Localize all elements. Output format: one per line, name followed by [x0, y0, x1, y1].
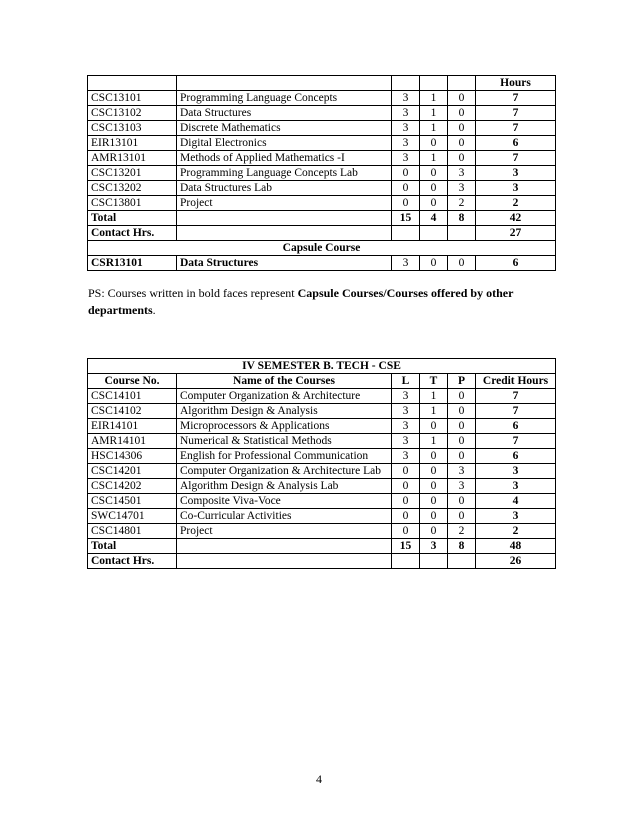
tutorial-hours: 1 — [420, 404, 448, 419]
hours-header: Hours — [476, 76, 556, 91]
course-name: Composite Viva-Voce — [177, 494, 392, 509]
total-label: Total — [88, 211, 177, 226]
table-row — [88, 181, 556, 196]
tutorial-hours: 1 — [420, 151, 448, 166]
credit-hours: 4 — [476, 494, 556, 509]
practical-hours: 3 — [448, 479, 476, 494]
empty-cell — [177, 554, 392, 569]
table-row — [88, 524, 556, 539]
contact-hours-row — [88, 226, 556, 241]
t-header: T — [420, 374, 448, 389]
course-name: Project — [177, 196, 392, 211]
lecture-hours: 3 — [392, 449, 420, 464]
course-name: Data Structures — [177, 256, 392, 271]
table-row — [88, 449, 556, 464]
total-l: 15 — [392, 539, 420, 554]
table-row — [88, 404, 556, 419]
header-row — [88, 374, 556, 389]
empty-cell — [177, 226, 392, 241]
empty-header — [177, 76, 392, 91]
lecture-hours: 0 — [392, 464, 420, 479]
lecture-hours: 0 — [392, 479, 420, 494]
table-row — [88, 196, 556, 211]
note-suffix: . — [152, 303, 156, 317]
course-name-header: Name of the Courses — [177, 374, 392, 389]
table-row — [88, 256, 556, 271]
table-row — [88, 434, 556, 449]
empty-header — [88, 76, 177, 91]
credit-hours: 6 — [476, 449, 556, 464]
contact-credit: 27 — [476, 226, 556, 241]
tutorial-hours: 0 — [420, 509, 448, 524]
credit-hours: 3 — [476, 479, 556, 494]
course-code: AMR14101 — [88, 434, 177, 449]
credit-hours: 3 — [476, 464, 556, 479]
tutorial-hours: 1 — [420, 389, 448, 404]
lecture-hours: 3 — [392, 136, 420, 151]
course-code: EIR13101 — [88, 136, 177, 151]
practical-hours: 0 — [448, 434, 476, 449]
total-t: 3 — [420, 539, 448, 554]
course-name: Programming Language Concepts — [177, 91, 392, 106]
course-name: Algorithm Design & Analysis Lab — [177, 479, 392, 494]
total-label: Total — [88, 539, 177, 554]
table-row — [88, 91, 556, 106]
course-name: Data Structures — [177, 106, 392, 121]
course-name: Microprocessors & Applications — [177, 419, 392, 434]
course-code: SWC14701 — [88, 509, 177, 524]
table-row — [88, 509, 556, 524]
table-row — [88, 389, 556, 404]
lecture-hours: 3 — [392, 419, 420, 434]
empty-cell — [392, 554, 420, 569]
tutorial-hours: 0 — [420, 181, 448, 196]
empty-cell — [420, 554, 448, 569]
course-code: CSC14202 — [88, 479, 177, 494]
practical-hours: 0 — [448, 151, 476, 166]
course-no-header: Course No. — [88, 374, 177, 389]
practical-hours: 0 — [448, 136, 476, 151]
table-row — [88, 464, 556, 479]
credit-hours: 7 — [476, 389, 556, 404]
lecture-hours: 3 — [392, 434, 420, 449]
course-code: CSC14102 — [88, 404, 177, 419]
tutorial-hours: 0 — [420, 419, 448, 434]
course-code: CSC13201 — [88, 166, 177, 181]
credit-hours: 6 — [476, 136, 556, 151]
l-header: L — [392, 374, 420, 389]
credit-hours: 7 — [476, 151, 556, 166]
empty-cell — [177, 211, 392, 226]
practical-hours: 0 — [448, 509, 476, 524]
header-row — [88, 76, 556, 91]
course-code: CSC13101 — [88, 91, 177, 106]
lecture-hours: 3 — [392, 151, 420, 166]
contact-credit: 26 — [476, 554, 556, 569]
course-code: EIR14101 — [88, 419, 177, 434]
tutorial-hours: 0 — [420, 166, 448, 181]
note-prefix: PS: Courses written in bold faces represent — [88, 286, 298, 300]
course-code: CSC14101 — [88, 389, 177, 404]
tutorial-hours: 1 — [420, 121, 448, 136]
note-bold: Capsule Courses/Courses offered by other departments — [88, 286, 514, 317]
table-row — [88, 151, 556, 166]
tutorial-hours: 0 — [420, 256, 448, 271]
course-name: Project — [177, 524, 392, 539]
lecture-hours: 0 — [392, 509, 420, 524]
course-name: Computer Organization & Architecture — [177, 389, 392, 404]
practical-hours: 2 — [448, 196, 476, 211]
credit-hours: 7 — [476, 404, 556, 419]
contact-label: Contact Hrs. — [88, 226, 177, 241]
course-code: AMR13101 — [88, 151, 177, 166]
empty-header — [420, 76, 448, 91]
lecture-hours: 3 — [392, 121, 420, 136]
lecture-hours: 0 — [392, 181, 420, 196]
tutorial-hours: 0 — [420, 479, 448, 494]
practical-hours: 0 — [448, 106, 476, 121]
lecture-hours: 3 — [392, 106, 420, 121]
practical-hours: 0 — [448, 121, 476, 136]
course-name: English for Professional Communication — [177, 449, 392, 464]
contact-hours-row — [88, 554, 556, 569]
credit-hours: 2 — [476, 524, 556, 539]
credit-hours: 3 — [476, 509, 556, 524]
empty-cell — [448, 554, 476, 569]
credit-hours: 7 — [476, 91, 556, 106]
tutorial-hours: 1 — [420, 106, 448, 121]
total-p: 8 — [448, 539, 476, 554]
tutorial-hours: 1 — [420, 434, 448, 449]
practical-hours: 0 — [448, 449, 476, 464]
table-row — [88, 419, 556, 434]
credit-hours-header: Credit Hours — [476, 374, 556, 389]
practical-hours: 0 — [448, 419, 476, 434]
tutorial-hours: 0 — [420, 494, 448, 509]
course-name: Computer Organization & Architecture Lab — [177, 464, 392, 479]
course-code: CSC13801 — [88, 196, 177, 211]
course-name: Methods of Applied Mathematics -I — [177, 151, 392, 166]
table-row — [88, 121, 556, 136]
course-name: Algorithm Design & Analysis — [177, 404, 392, 419]
lecture-hours: 0 — [392, 494, 420, 509]
practical-hours: 3 — [448, 181, 476, 196]
practical-hours: 3 — [448, 464, 476, 479]
credit-hours: 3 — [476, 181, 556, 196]
lecture-hours: 3 — [392, 91, 420, 106]
lecture-hours: 3 — [392, 404, 420, 419]
course-code: CSR13101 — [88, 256, 177, 271]
tutorial-hours: 0 — [420, 464, 448, 479]
practical-hours: 3 — [448, 166, 476, 181]
total-l: 15 — [392, 211, 420, 226]
course-code: CSC13102 — [88, 106, 177, 121]
contact-label: Contact Hrs. — [88, 554, 177, 569]
table-row — [88, 106, 556, 121]
capsule-heading: Capsule Course — [88, 241, 556, 256]
tutorial-hours: 0 — [420, 196, 448, 211]
credit-hours: 6 — [476, 256, 556, 271]
practical-hours: 0 — [448, 494, 476, 509]
lecture-hours: 0 — [392, 524, 420, 539]
tutorial-hours: 0 — [420, 524, 448, 539]
course-code: CSC14801 — [88, 524, 177, 539]
table-row — [88, 494, 556, 509]
empty-header — [392, 76, 420, 91]
course-name: Numerical & Statistical Methods — [177, 434, 392, 449]
course-name: Data Structures Lab — [177, 181, 392, 196]
credit-hours: 6 — [476, 419, 556, 434]
credit-hours: 2 — [476, 196, 556, 211]
total-credit: 42 — [476, 211, 556, 226]
page-number: 4 — [316, 772, 322, 786]
tutorial-hours: 1 — [420, 91, 448, 106]
capsule-heading-row — [88, 241, 556, 256]
empty-cell — [392, 226, 420, 241]
bold-face-note — [88, 285, 558, 319]
empty-cell — [420, 226, 448, 241]
table-row — [88, 479, 556, 494]
credit-hours: 7 — [476, 106, 556, 121]
course-code: CSC14201 — [88, 464, 177, 479]
empty-cell — [177, 539, 392, 554]
course-name: Programming Language Concepts Lab — [177, 166, 392, 181]
fourth-semester-table — [87, 358, 556, 569]
course-name: Digital Electronics — [177, 136, 392, 151]
practical-hours: 2 — [448, 524, 476, 539]
empty-cell — [448, 226, 476, 241]
course-name: Discrete Mathematics — [177, 121, 392, 136]
lecture-hours: 3 — [392, 389, 420, 404]
title-row — [88, 359, 556, 374]
total-t: 4 — [420, 211, 448, 226]
table-row — [88, 136, 556, 151]
total-row — [88, 539, 556, 554]
course-code: HSC14306 — [88, 449, 177, 464]
course-code: CSC13202 — [88, 181, 177, 196]
lecture-hours: 3 — [392, 256, 420, 271]
total-credit: 48 — [476, 539, 556, 554]
practical-hours: 0 — [448, 91, 476, 106]
table-row — [88, 166, 556, 181]
tutorial-hours: 0 — [420, 449, 448, 464]
p-header: P — [448, 374, 476, 389]
practical-hours: 0 — [448, 256, 476, 271]
credit-hours: 7 — [476, 434, 556, 449]
total-p: 8 — [448, 211, 476, 226]
tutorial-hours: 0 — [420, 136, 448, 151]
course-code: CSC14501 — [88, 494, 177, 509]
credit-hours: 3 — [476, 166, 556, 181]
lecture-hours: 0 — [392, 166, 420, 181]
practical-hours: 0 — [448, 389, 476, 404]
total-row — [88, 211, 556, 226]
third-semester-table — [87, 75, 556, 271]
practical-hours: 0 — [448, 404, 476, 419]
course-code: CSC13103 — [88, 121, 177, 136]
semester-title: IV SEMESTER B. TECH - CSE — [88, 359, 556, 374]
course-name: Co-Curricular Activities — [177, 509, 392, 524]
lecture-hours: 0 — [392, 196, 420, 211]
empty-header — [448, 76, 476, 91]
credit-hours: 7 — [476, 121, 556, 136]
